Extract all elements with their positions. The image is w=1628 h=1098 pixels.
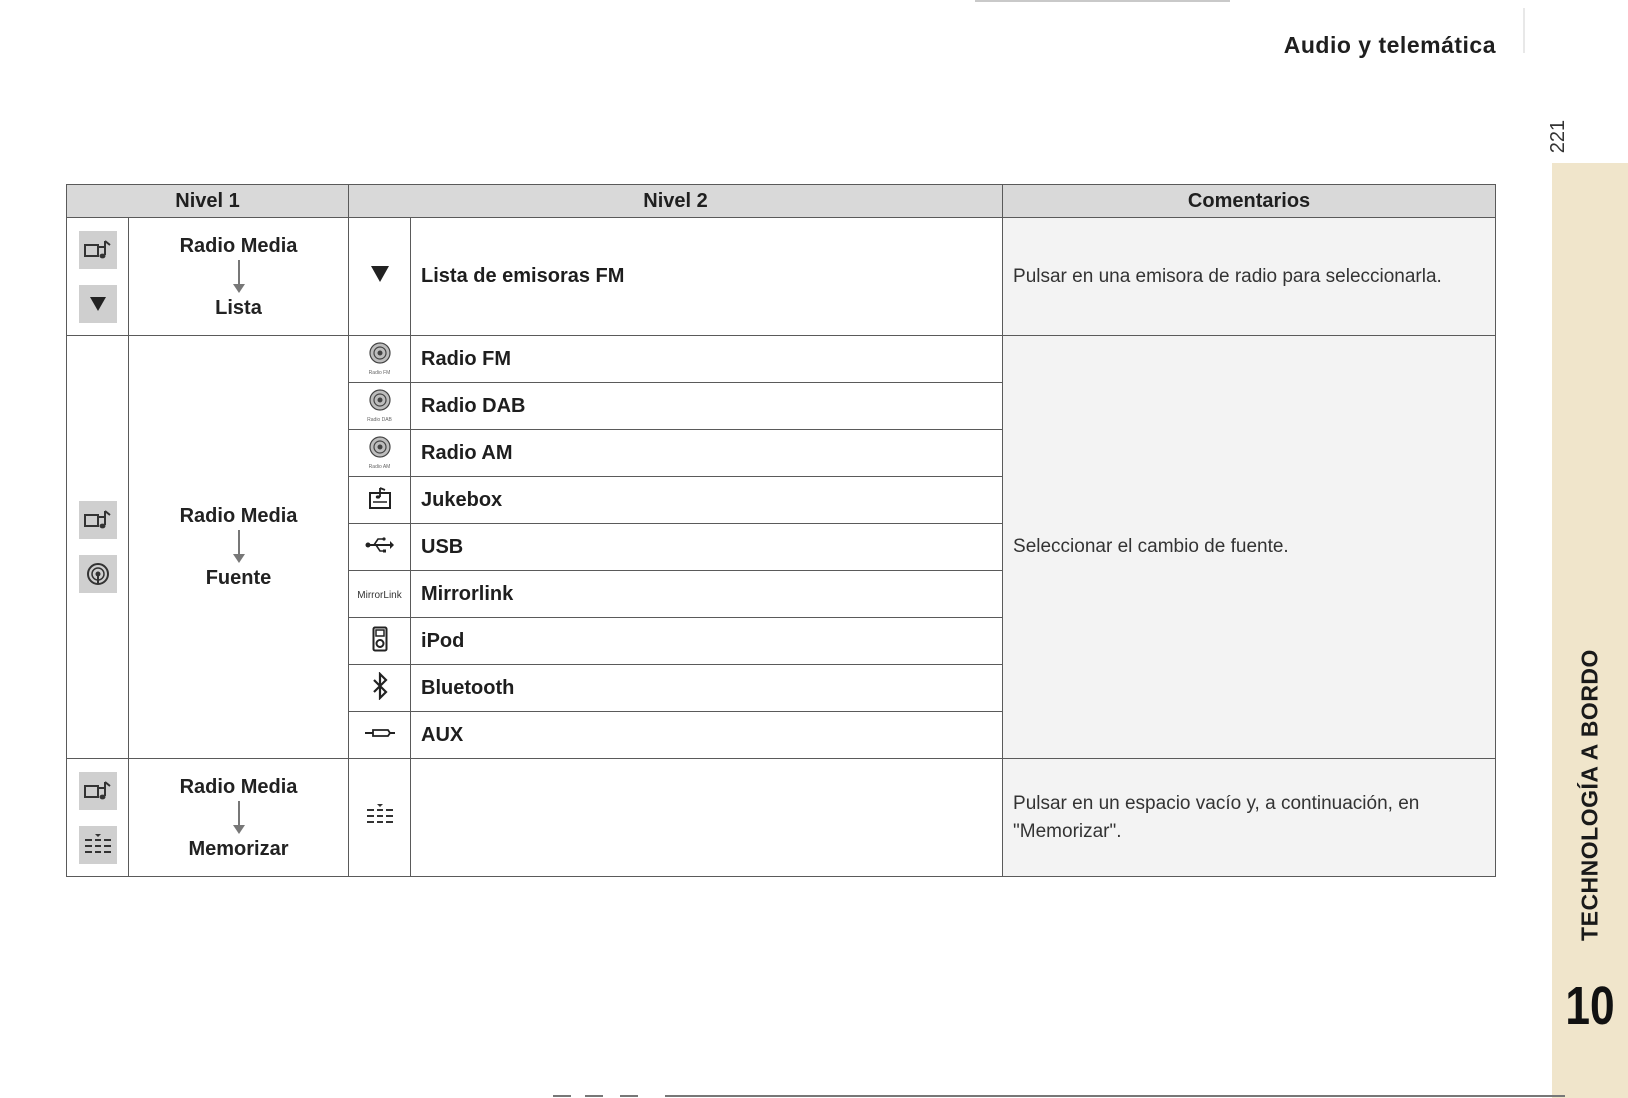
page-number: 221 bbox=[1547, 119, 1570, 154]
level1-icons bbox=[67, 218, 129, 336]
level2-label: iPod bbox=[411, 618, 1003, 665]
arrow-down-icon bbox=[232, 260, 246, 294]
ipod-icon bbox=[349, 618, 411, 665]
level1-bottom-label: Fuente bbox=[205, 567, 272, 589]
bluetooth-icon bbox=[349, 665, 411, 712]
radio-am-icon bbox=[349, 430, 411, 477]
level1-top-label: Radio Media bbox=[179, 505, 298, 527]
table-row bbox=[67, 759, 1496, 877]
level1-path bbox=[129, 336, 349, 759]
table-header-row bbox=[67, 185, 1496, 218]
comment-text: Pulsar en un espacio vacío y, a continuación, en "Memorizar". bbox=[1003, 759, 1496, 877]
footer-dash bbox=[553, 1095, 571, 1097]
level2-label: Mirrorlink bbox=[411, 571, 1003, 618]
level1-top-label: Radio Media bbox=[179, 234, 298, 257]
arrow-down-icon bbox=[232, 801, 246, 835]
radio-fm-icon-text: Radio FM bbox=[368, 370, 391, 376]
level2-label: Lista de emisoras FM bbox=[411, 218, 1003, 336]
table-row bbox=[67, 336, 1496, 383]
usb-icon bbox=[349, 524, 411, 571]
radio-dab-icon-text: Radio DAB bbox=[367, 417, 392, 423]
level2-label: USB bbox=[411, 524, 1003, 571]
jukebox-icon bbox=[349, 477, 411, 524]
triangle-down-icon bbox=[349, 218, 411, 336]
level1-top-label: Radio Media bbox=[179, 775, 298, 798]
triangle-down-icon bbox=[79, 285, 117, 323]
mirrorlink-icon bbox=[349, 571, 411, 618]
level1-bottom-label: Memorizar bbox=[188, 837, 289, 860]
mirrorlink-icon-text: MirrorLink bbox=[357, 590, 402, 601]
memorize-icon bbox=[79, 826, 117, 864]
source-icon bbox=[79, 555, 117, 593]
header-level1: Nivel 1 bbox=[67, 185, 349, 218]
level1-bottom-label: Lista bbox=[215, 296, 262, 319]
level2-label: AUX bbox=[411, 712, 1003, 759]
radio-am-icon-text: Radio AM bbox=[368, 464, 391, 470]
memorize-icon bbox=[349, 759, 411, 877]
page-header-title: Audio y telemática bbox=[1283, 32, 1496, 58]
chapter-side-tab bbox=[1552, 163, 1628, 1098]
chapter-number: 10 bbox=[1565, 976, 1615, 1036]
aux-icon bbox=[349, 712, 411, 759]
footer-dash bbox=[585, 1095, 603, 1097]
header-divider bbox=[1523, 8, 1525, 53]
level2-label: Radio FM bbox=[411, 336, 1003, 383]
footer-rule bbox=[665, 1095, 1565, 1097]
level2-label bbox=[411, 759, 1003, 877]
radio-fm-icon bbox=[349, 336, 411, 383]
level2-label: Bluetooth bbox=[411, 665, 1003, 712]
level2-label: Jukebox bbox=[411, 477, 1003, 524]
header-level2: Nivel 2 bbox=[349, 185, 1003, 218]
arrow-down-icon bbox=[232, 530, 246, 564]
table-row bbox=[67, 218, 1496, 336]
level1-path bbox=[129, 759, 349, 877]
chapter-tab-label: TECHNOLOGÍA A BORDO bbox=[1576, 649, 1603, 941]
footer-dash bbox=[620, 1095, 638, 1097]
comment-text: Seleccionar el cambio de fuente. bbox=[1003, 336, 1496, 759]
header-comments: Comentarios bbox=[1003, 185, 1496, 218]
level1-icons bbox=[67, 759, 129, 877]
level2-label: Radio DAB bbox=[411, 383, 1003, 430]
menu-table bbox=[66, 184, 1496, 877]
level1-path bbox=[129, 218, 349, 336]
radio-media-icon bbox=[79, 772, 117, 810]
level1-icons bbox=[67, 336, 129, 759]
radio-media-icon bbox=[79, 231, 117, 269]
radio-media-icon bbox=[79, 501, 117, 539]
comment-text: Pulsar en una emisora de radio para seleccionarla. bbox=[1003, 218, 1496, 336]
top-rule bbox=[975, 0, 1230, 2]
radio-dab-icon bbox=[349, 383, 411, 430]
level2-label: Radio AM bbox=[411, 430, 1003, 477]
